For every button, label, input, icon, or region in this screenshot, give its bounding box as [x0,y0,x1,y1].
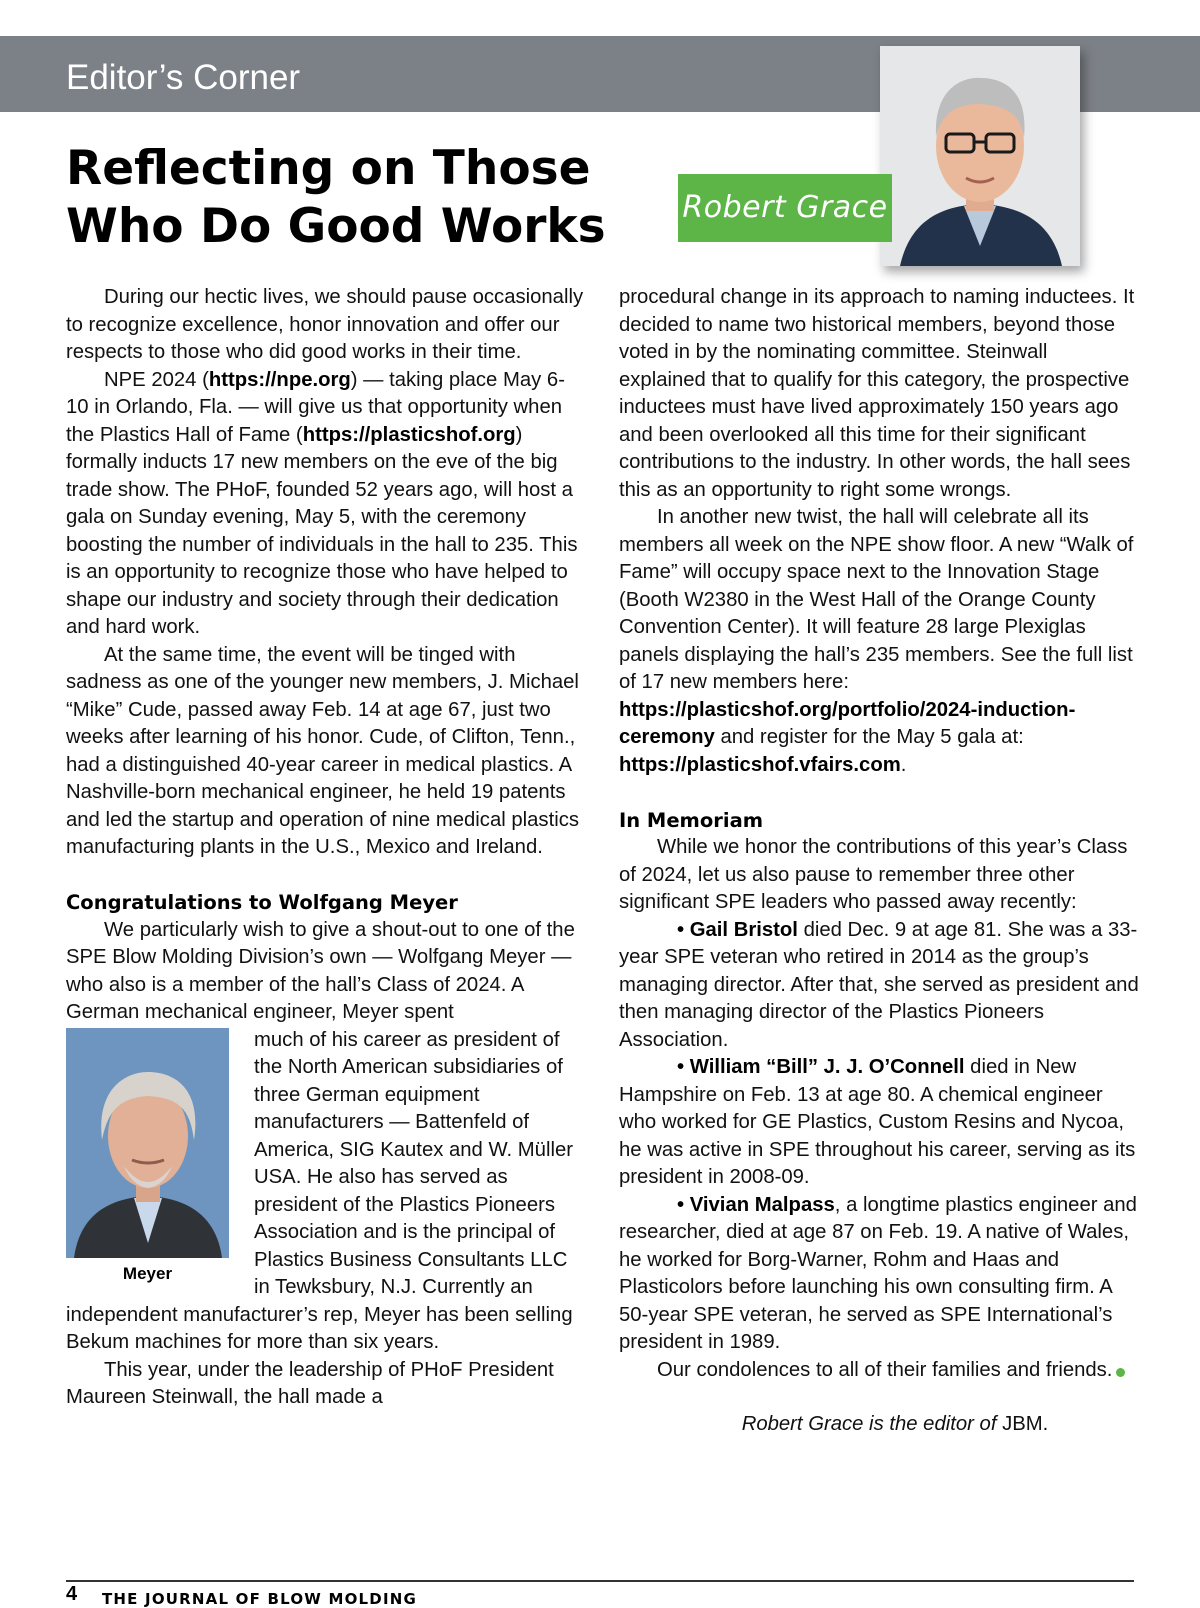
link-gala-registration: https://plasticshof.vfairs.com [619,753,901,776]
paragraph-meyer: We particularly wish to give a shout-out to one of the SPE Blow Molding Division’s own — Wolfgang Meyer — who also is a member of the hall’s Class of 2024. A German mechanical engineer, Meyer spent [66,918,575,1023]
page-number: 4 [66,1583,78,1605]
memoriam-item-oconnell: • William “Bill” J. J. O’Connell died in New Hampshire on Feb. 13 at age 80. A chemical engineer who worked for GE Plastics, Custom Resins and Nycoa, he was active in SPE throughout his career, serving as its president in 2008-09. [619,1056,1136,1188]
paragraph-condolences: Our condolences to all of their families and friends. [619,1357,1139,1385]
link-npe: https://npe.org [208,368,351,391]
memoriam-item-malpass: • Vivian Malpass, a longtime plastics engineer and researcher, died at age 87 on Feb. 19. A native of Wales, he worked for Borg-Warner, Rohm and Haas and Plasticolors before launching his own consulting firm. A 50-year SPE veteran, he served as SPE International’s president in 1989. [619,1193,1137,1353]
article-column-left [66,284,584,1412]
meyer-photo-box [66,1028,254,1291]
paragraph-meyer-cont: much of his career as president of the North American subsidiaries of three German equipment manufacturers — Battenfeld of America, SIG Kautex and W. Müller USA. He also has served as president of the Plastics Pioneers Association and is the principal of Plastics Business Consultants LLC in Tewksbury, N.J. Currently an independent manufacturer’s rep, Meyer has been selling Bekum machines for more than six years. [66,1028,573,1353]
section-title: Editor’s Corner [66,58,301,97]
paragraph-cude: At the same time, the event will be tinged with sadness as one of the younger new members, J. Michael “Mike” Cude, passed away Feb. 14 at age 67, just two weeks after learning of his honor. Cude, of Clifton, Tenn., had a distinguished 40-year career in medical plastics. A Nashville-born mechanical engineer, he held 19 patents and led the startup and operation of nine medical plastics manufacturing plants in the U.S., Mexico and Ireland. [66,643,579,858]
paragraph-npe: NPE 2024 (https://npe.org) — taking place May 6-10 in Orlando, Fla. — will give us that opportunity when the Plastics Hall of Fame (https://plasticshof.org) formally inducts 17 new members on the eve of the big trade show. The PHoF, founded 52 years ago, will host a gala on Sunday evening, May 5, with the ceremony boosting the number of individuals in the hall to 235. This is an opportunity to recognize those who have helped to shape our industry and society through their dedication and hard work. [66,368,578,638]
meyer-photo [66,1028,229,1258]
headline-line-1: Reflecting on Those [66,141,591,196]
editor-portrait-illustration [880,46,1080,266]
editor-portrait [880,46,1080,266]
subhead-meyer: Congratulations to Wolfgang Meyer [66,891,458,914]
journal-name: THE JOURNAL OF BLOW MOLDING [102,1590,417,1608]
paragraph-steinwall: This year, under the leadership of PHoF President Maureen Steinwall, the hall made a [66,1358,554,1408]
end-mark-icon [1116,1368,1125,1377]
memoriam-item-bristol: • Gail Bristol died Dec. 9 at age 81. She was a 33-year SPE veteran who retired in 2014 as the group’s managing director. After that, she served as president and then managing director of the Plastics Pioneers Association. [619,918,1139,1051]
paragraph-intro: During our hectic lives, we should pause occasionally to recognize excellence, honor innovation and offer our respects to those who did good works in their time. [66,286,584,363]
paragraph-memoriam-intro: While we honor the contributions of this year’s Class of 2024, let us also pause to remember three other significant SPE leaders who passed away recently: [619,836,1128,913]
headline-line-2: Who Do Good Works [66,199,606,254]
editor-name-tag: Robert Grace [678,174,892,242]
paragraph-walk-of-fame: In another new twist, the hall will celebrate all its members all week on the NPE show floor. A new “Walk of Fame” will occupy space next to the Innovation Stage (Booth W2380 in the West Hall of the Orange County Convention Center). It will feature 28 large Plexiglas panels displaying the hall’s 235 members. See the full list of 17 new members here: https://plasticshof.org/portfolio/2024-induction-ceremony and register for the May 5 gala at: https://plasticshof.vfairs.com. [619,506,1134,776]
link-plasticshof: https://plasticshof.org [302,423,516,446]
link-induction-ceremony: https://plasticshof.org/portfolio/2024-induction-ceremony [619,698,1076,748]
meyer-photo-illustration [66,1028,229,1258]
footer-rule [66,1580,1134,1582]
editor-bio: Robert Grace is the editor of JBM. [741,1413,1049,1435]
article-headline [66,140,626,256]
paragraph-steinwall-cont: procedural change in its approach to naming inductees. It decided to name two historical members, beyond those voted in by the nominating committee. Steinwall explained that to qualify for this category, the prospective inductees must have lived approximately 150 years ago and been overlooked all this time for their significant contributions to the industry. In other words, the hall sees this as an opportunity to right some wrongs. [619,286,1135,501]
article-column-right [619,284,1139,1439]
subhead-memoriam: In Memoriam [619,808,764,832]
meyer-photo-caption: Meyer [122,1263,173,1283]
